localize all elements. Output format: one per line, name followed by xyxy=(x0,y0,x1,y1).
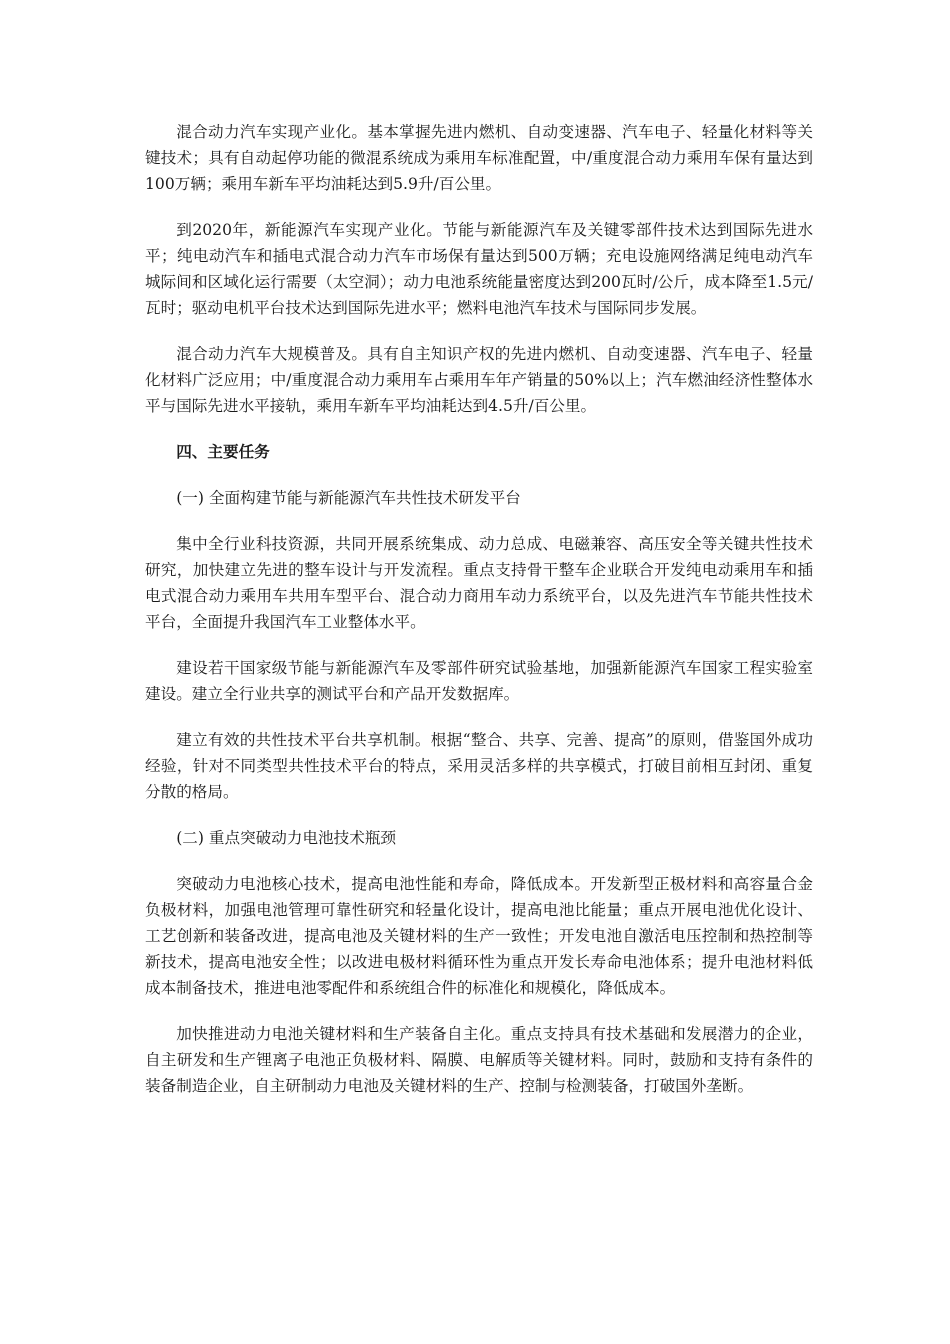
paragraph-hybrid-popularization: 混合动力汽车大规模普及。具有自主知识产权的先进内燃机、自动变速器、汽车电子、轻量化材料广泛应用；中/重度混合动力乘用车占乘用车年产销量的50%以上；汽车燃油经济性整体水平与国际先进水平接轨，乘用车新车平均油耗达到4.5升/百公里。 xyxy=(145,345,813,415)
subsection-title-rd-platform: (一) 全面构建节能与新能源汽车共性技术研发平台 xyxy=(176,489,521,507)
paragraph-rd-resources: 集中全行业科技资源，共同开展系统集成、动力总成、电磁兼容、高压安全等关键共性技术研究，加快建立先进的整车设计与开发流程。重点支持骨干整车企业联合开发纯电动乘用车和插电式混合动力乘用车共用车型平台、混合动力商用车动力系统平台，以及先进汽车节能共性技术平台，全面提升我国汽车工业整体水平。 xyxy=(145,535,813,631)
paragraph-battery-materials: 加快推进动力电池关键材料和生产装备自主化。重点支持具有技术基础和发展潜力的企业，自主研发和生产锂离子电池正负极材料、隔膜、电解质等关键材料。同时，鼓励和支持有条件的装备制造企业，自主研制动力电池及关键材料的生产、控制与检测装备，打破国外垄断。 xyxy=(145,1025,813,1095)
section-heading-main-tasks: 四、主要任务 xyxy=(176,442,270,461)
document-body xyxy=(145,119,813,1119)
paragraph-test-bases: 建设若干国家级节能与新能源汽车及零部件研究试验基地，加强新能源汽车国家工程实验室建设。建立全行业共享的测试平台和产品开发数据库。 xyxy=(145,659,813,703)
paragraph-hybrid-industrialization: 混合动力汽车实现产业化。基本掌握先进内燃机、自动变速器、汽车电子、轻量化材料等关键技术；具有自动起停功能的微混系统成为乘用车标准配置，中/重度混合动力乘用车保有量达到100万辆；乘用车新车平均油耗达到5.9升/百公里。 xyxy=(145,123,813,193)
subsection-title-battery: (二) 重点突破动力电池技术瓶颈 xyxy=(176,829,397,847)
paragraph-battery-core-tech: 突破动力电池核心技术，提高电池性能和寿命，降低成本。开发新型正极材料和高容量合金负极材料，加强电池管理可靠性研究和轻量化设计，提高电池比能量；重点开展电池优化设计、工艺创新和装备改进，提高电池及关键材料的生产一致性；开发电池自激活电压控制和热控制等新技术，提高电池安全性；以改进电极材料循环性为重点开发长寿命电池体系；提升电池材料低成本制备技术，推进电池零配件和系统组合件的标准化和规模化，降低成本。 xyxy=(145,875,813,997)
paragraph-sharing-mechanism: 建立有效的共性技术平台共享机制。根据“整合、共享、完善、提高”的原则，借鉴国外成功经验，针对不同类型共性技术平台的特点，采用灵活多样的共享模式，打破目前相互封闭、重复分散的格局。 xyxy=(145,731,813,801)
paragraph-2020-goals: 到2020年，新能源汽车实现产业化。节能与新能源汽车及关键零部件技术达到国际先进水平；纯电动汽车和插电式混合动力汽车市场保有量达到500万辆；充电设施网络满足纯电动汽车城际间和区域化运行需要（太空洞）；动力电池系统能量密度达到200瓦时/公斤，成本降至1.5元/瓦时；驱动电机平台技术达到国际先进水平；燃料电池汽车技术与国际同步发展。 xyxy=(145,221,813,317)
